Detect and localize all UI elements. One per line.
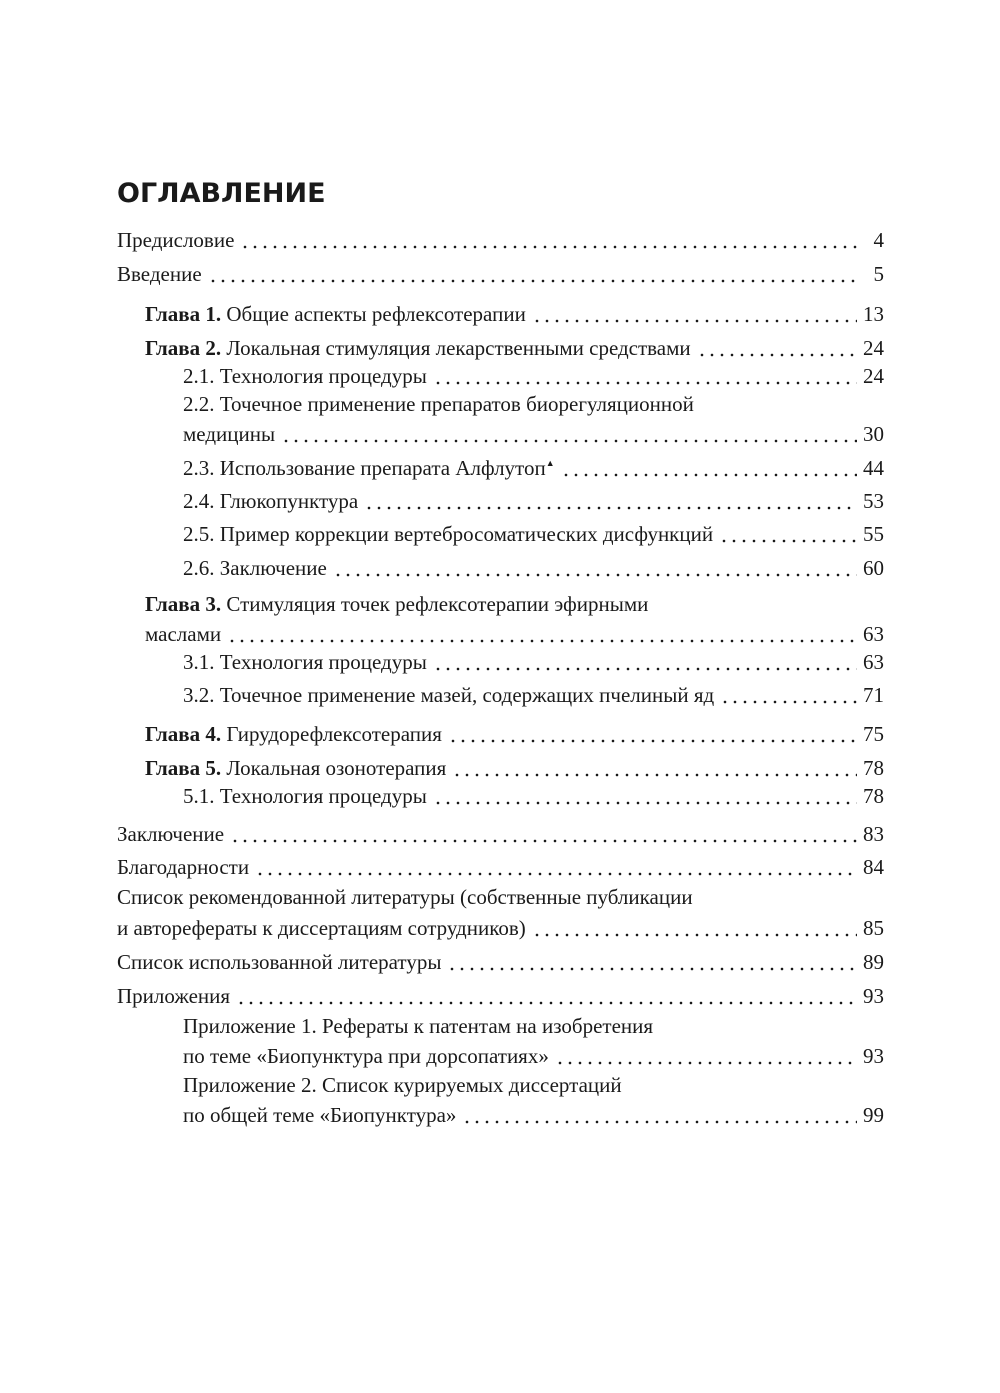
dot-leader: [208, 262, 860, 284]
toc-entry-section-3-2[interactable]: [183, 677, 884, 709]
page-number: 24: [863, 336, 884, 360]
toc-entry-text: Локальная стимуляция лекарственными средствами: [226, 336, 691, 360]
dot-leader: [719, 522, 857, 544]
dot-leader: [433, 650, 857, 672]
dot-leader: [227, 622, 857, 644]
toc-entry-section-2-3[interactable]: [183, 450, 884, 482]
dot-leader: [447, 950, 857, 972]
toc-entry-text: Приложения: [117, 984, 231, 1008]
page-number: 99: [863, 1103, 884, 1127]
toc-entry-thanks[interactable]: [117, 849, 884, 881]
toc-entry-text: 3.1. Технология процедуры: [183, 650, 427, 674]
chapter-label: Глава 4.: [145, 722, 222, 746]
toc-entry-appendix-1-line1: Приложение 1. Рефераты к патентам на изобретения: [183, 1014, 654, 1038]
toc-entry-appendix-2-line1: Приложение 2. Список курируемых диссертаций: [183, 1073, 622, 1097]
dot-leader: [555, 1044, 857, 1066]
page-number: 83: [863, 822, 884, 846]
toc-entry-text: 2.4. Глюкопунктура: [183, 489, 359, 513]
page-number: 63: [863, 622, 884, 646]
dot-leader: [720, 683, 857, 705]
dot-leader: [364, 489, 857, 511]
page-number: 13: [863, 302, 884, 326]
toc-entry-text: Благодарности: [117, 855, 250, 879]
toc-entry-text: и авторефераты к диссертациям сотрудников): [117, 916, 526, 940]
page-number: 53: [863, 489, 884, 513]
chapter-label: Глава 2.: [145, 336, 222, 360]
toc-entry-section-3-1[interactable]: [183, 644, 884, 676]
chapter-label: Глава 5.: [145, 756, 222, 780]
page-number: 60: [863, 556, 884, 580]
toc-entry-text: 2.3. Использование препарата Алфлутоп: [183, 456, 546, 480]
dot-leader: [281, 422, 857, 444]
toc-entry-text: 3.2. Точечное применение мазей, содержащих пчелиный яд: [183, 683, 715, 707]
toc-entry-conclusion[interactable]: [117, 816, 884, 848]
toc-entry-text: 2.5. Пример коррекции вертебросоматических дисфункций: [183, 522, 714, 546]
dot-leader: [532, 916, 857, 938]
toc-entry-text: Гирудорефлексотерапия: [226, 722, 442, 746]
page-number: 75: [863, 722, 884, 746]
trademark-mark: ▲: [545, 458, 555, 468]
page-number: 78: [863, 784, 884, 808]
toc-entry-section-2-4[interactable]: [183, 483, 884, 515]
toc-entry-text: Локальная озонотерапия: [226, 756, 447, 780]
toc-entry-recommended-literature-line1: Список рекомендованной литературы (собственные публикации: [117, 885, 693, 909]
toc-entry-text: Предисловие: [117, 228, 235, 252]
toc-entry-text: Заключение: [117, 822, 225, 846]
page-number: 93: [863, 1044, 884, 1068]
toc-entry-intro[interactable]: [117, 256, 884, 288]
toc-entry-used-literature[interactable]: [117, 944, 884, 976]
toc-entry-section-2-1[interactable]: [183, 358, 884, 390]
dot-leader: [452, 756, 857, 778]
chapter-label: Глава 3.: [145, 592, 222, 616]
page-number: 84: [863, 855, 884, 879]
toc-entry-text: Введение: [117, 262, 202, 286]
toc-entry-preface[interactable]: [117, 222, 884, 254]
page-number: 71: [863, 683, 884, 707]
toc-entry-text: по теме «Биопунктура при дорсопатиях»: [183, 1044, 549, 1068]
toc-entry-chapter-1[interactable]: [145, 296, 884, 328]
toc-entry-text: 2.1. Технология процедуры: [183, 364, 427, 388]
page-number: 85: [863, 916, 884, 940]
toc-entry-section-2-6[interactable]: [183, 550, 884, 582]
dot-leader: [532, 302, 857, 324]
toc-entry-appendix-2[interactable]: [183, 1097, 884, 1129]
dot-leader: [697, 336, 857, 358]
toc-entry-text: медицины: [183, 422, 276, 446]
toc-entry-text: 5.1. Технология процедуры: [183, 784, 427, 808]
dot-leader: [561, 456, 857, 478]
page-number: 4: [873, 228, 884, 252]
toc-entry-text: по общей теме «Биопунктура»: [183, 1103, 457, 1127]
page-number: 44: [863, 456, 884, 480]
page-number: 24: [863, 364, 884, 388]
page-number: 55: [863, 522, 884, 546]
toc-entry-section-2-2[interactable]: [183, 416, 884, 448]
toc-heading: ОГЛАВЛЕНИЕ: [117, 178, 326, 209]
dot-leader: [333, 556, 857, 578]
page-number: 30: [863, 422, 884, 446]
toc-entry-text: 2.6. Заключение: [183, 556, 327, 580]
toc-entry-appendices[interactable]: [117, 978, 884, 1010]
toc-entry-section-2-5[interactable]: [183, 516, 884, 548]
dot-leader: [236, 984, 857, 1006]
toc-entry-section-2-2-line1: 2.2. Точечное применение препаратов биорегуляционной: [183, 392, 694, 416]
page-number: 63: [863, 650, 884, 674]
toc-entry-section-5-1[interactable]: [183, 778, 884, 810]
toc-entry-chapter-4[interactable]: [145, 716, 884, 748]
dot-leader: [448, 722, 857, 744]
dot-leader: [462, 1103, 857, 1125]
toc-entry-text: Список использованной литературы: [117, 950, 442, 974]
dot-leader: [240, 228, 860, 250]
page-number: 93: [863, 984, 884, 1008]
toc-entry-text: Общие аспекты рефлексотерапии: [226, 302, 526, 326]
dot-leader: [433, 784, 857, 806]
toc-entry-text: маслами: [145, 622, 222, 646]
chapter-label: Глава 1.: [145, 302, 222, 326]
page-number: 89: [863, 950, 884, 974]
dot-leader: [255, 855, 857, 877]
toc-entry-appendix-1[interactable]: [183, 1038, 884, 1070]
page-number: 5: [873, 262, 884, 286]
dot-leader: [230, 822, 857, 844]
toc-entry-recommended-literature[interactable]: [117, 910, 884, 942]
toc-entry-text: Стимуляция точек рефлексотерапии эфирными: [226, 592, 649, 616]
dot-leader: [433, 364, 857, 386]
page-number: 78: [863, 756, 884, 780]
